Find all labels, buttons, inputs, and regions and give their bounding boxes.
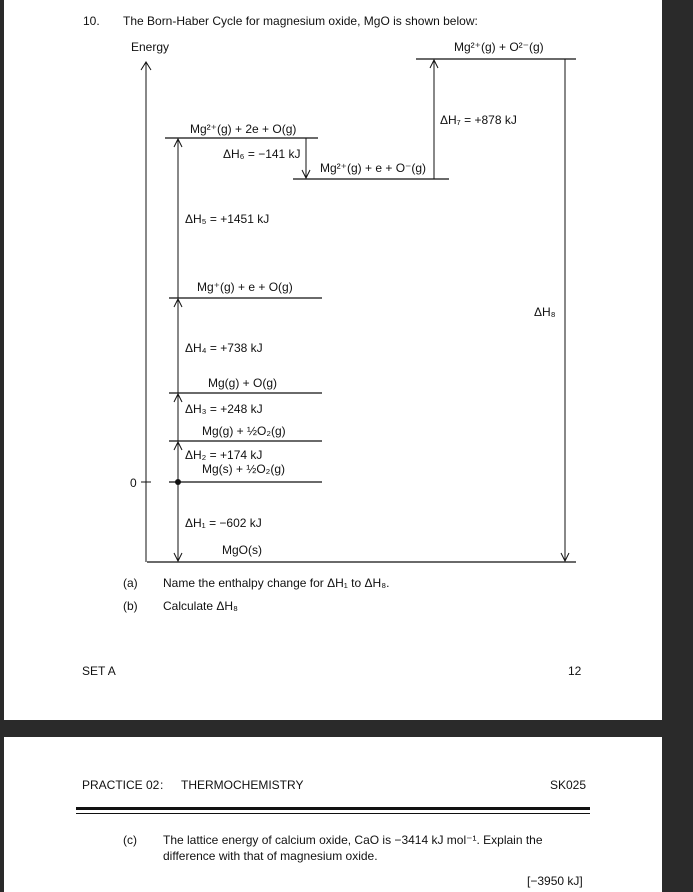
part-c-text-line1: The lattice energy of calcium oxide, CaO is −3414 kJ mol⁻¹. Explain the bbox=[163, 833, 543, 847]
part-a-label: (a) bbox=[123, 576, 138, 590]
worksheet-page-13 bbox=[4, 737, 662, 892]
h1-label: ΔH₁ = −602 kJ bbox=[185, 516, 262, 530]
footer-set-label: SET A bbox=[82, 664, 116, 678]
level-mgo-label: MgO(s) bbox=[222, 543, 262, 557]
part-a-text: Name the enthalpy change for ΔH₁ to ΔH₈. bbox=[163, 576, 390, 590]
energy-axis-label: Energy bbox=[131, 40, 170, 54]
level-mgs-o2-label: Mg(s) + ½O₂(g) bbox=[202, 462, 286, 476]
page-number: 12 bbox=[568, 664, 582, 678]
header-separator: : bbox=[160, 778, 164, 792]
worksheet-page-12 bbox=[4, 0, 662, 720]
level-mg-o-label: Mg(g) + O(g) bbox=[208, 376, 278, 390]
part-c-text-line2: difference with that of magnesium oxide. bbox=[163, 849, 378, 863]
h4-label: ΔH₄ = +738 kJ bbox=[185, 341, 263, 355]
header-rule-thin bbox=[76, 813, 590, 814]
level-mg1-o-label: Mg⁺(g) + e + O(g) bbox=[197, 280, 293, 294]
level-mgg-o2-label: Mg(g) + ½O₂(g) bbox=[202, 424, 286, 438]
level-top-label: Mg²⁺(g) + O²⁻(g) bbox=[454, 40, 544, 54]
h7-label: ΔH₇ = +878 kJ bbox=[440, 113, 517, 127]
part-c-answer: [−3950 kJ] bbox=[527, 874, 583, 888]
header-rule-thick bbox=[76, 807, 590, 810]
h3-label: ΔH₃ = +248 kJ bbox=[185, 402, 263, 416]
question-number: 10. bbox=[83, 14, 100, 28]
zero-label: 0 bbox=[130, 476, 137, 490]
part-b-label: (b) bbox=[123, 599, 138, 613]
h5-label: ΔH₅ = +1451 kJ bbox=[185, 212, 270, 226]
part-c-label: (c) bbox=[123, 833, 137, 847]
h8-label: ΔH₈ bbox=[534, 305, 556, 319]
h6-label: ΔH₆ = −141 kJ bbox=[223, 147, 301, 161]
h2-label: ΔH₂ = +174 kJ bbox=[185, 448, 263, 462]
level-mg2-o-label: Mg²⁺(g) + 2e + O(g) bbox=[190, 122, 297, 136]
header-code: SK025 bbox=[550, 778, 587, 792]
born-haber-diagram bbox=[4, 0, 662, 720]
part-b-text: Calculate ΔH₈ bbox=[163, 599, 239, 613]
header-title: THERMOCHEMISTRY bbox=[181, 778, 304, 792]
question-title: The Born-Haber Cycle for magnesium oxide, MgO is shown below: bbox=[123, 14, 478, 28]
level-mg2-oneg-label: Mg²⁺(g) + e + O⁻(g) bbox=[320, 161, 427, 175]
header-practice: PRACTICE 02 bbox=[82, 778, 160, 792]
